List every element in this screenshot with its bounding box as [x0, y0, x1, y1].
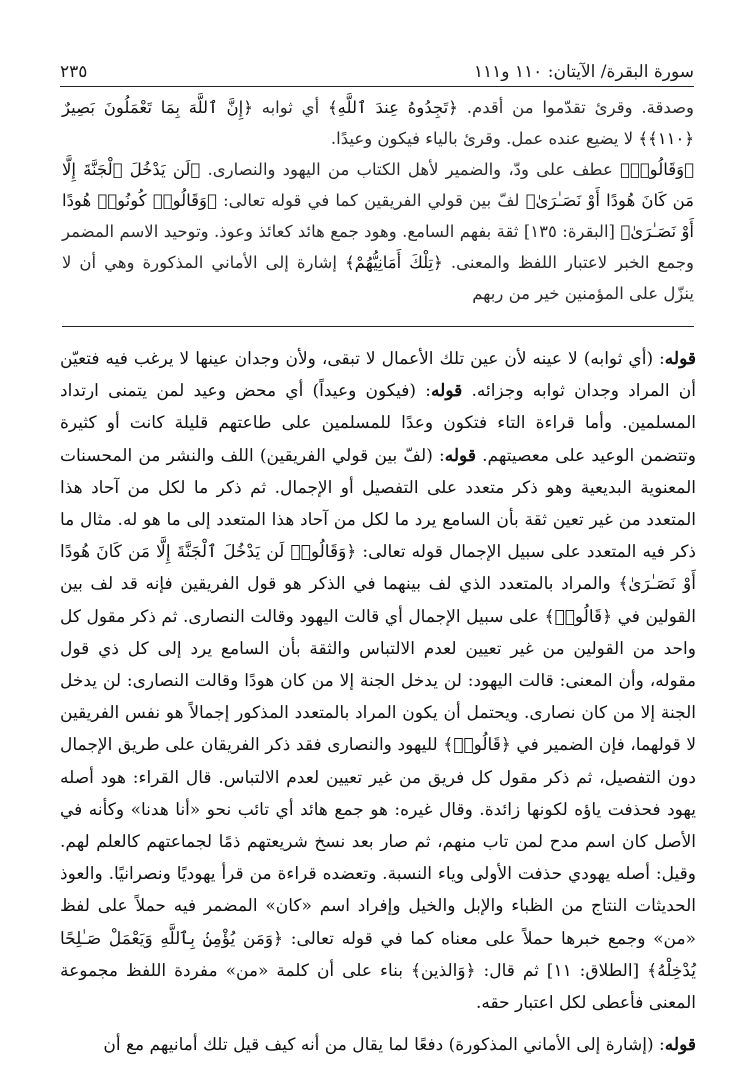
text-run: عطف على ودّ، والضمير لأهل الكتاب من اليهود والنصارى.	[200, 160, 620, 179]
text-run: : (أي ثوابه) لا عينه لأن عين تلك الأعمال لا تبقى، ولأن وجدان عينها لا يرغب فيه فتعيّن أن المراد وجدان ثوابه وجزائه.	[60, 349, 696, 402]
text-run: : (لفّ بين قولي الفريقين) اللف والنشر من المحسنات المعنوية البديعية وهو ذكر متعدد على التفصيل أو الإجمال. ثم ذكر ما لكل من آحاد هذا المتعدد من غير تعين ثقة بأن السامع يرد ما لكل من آحاد هذا المتعدد إلى ما هو له. مثال ما ذكر فيه المتعدد على سبيل الإجمال قوله تعالى:	[60, 445, 696, 563]
keyword-qawluh: قوله	[431, 381, 463, 402]
page-number: ٢٣٥	[60, 62, 88, 82]
section-divider	[62, 326, 694, 327]
tafsir-paragraph	[62, 154, 694, 309]
tafsir-text	[62, 92, 694, 309]
quran-quote: ﴿قَالُوا۟﴾	[544, 606, 613, 627]
quran-quote: ﴿وَقَالُوا۟﴾	[619, 160, 695, 179]
quran-quote: ﴿إِنَّ ٱللَّهَ بِمَا تَعْمَلُونَ بَصِيرٌ ﴿١١٠﴾﴾	[62, 98, 694, 148]
text-run: إشارة إلى الأماني المذكورة وهي أن لا ينزّل على المؤمنين خير من ربهم	[62, 253, 694, 303]
keyword-qawluh: قوله	[664, 1035, 696, 1056]
commentary-paragraph	[60, 343, 696, 1019]
text-run: أي ثوابه	[252, 98, 328, 117]
text-run: لفّ بين قولي الفريقين كما في قوله تعالى:	[216, 191, 526, 210]
text-run: لليهود والنصارى فقد ذكر الفريقان على طريق الإجمال دون التفصيل، ثم ذكر مقول كل فريق من غير تعيين لعدم الالتباس. قال القراء: هود أصله يهود فحذفت ياؤه لكونها زائدة. وقال غيره: هو جمع هائد أي تائب نحو «أنا هدنا» وكأنه في الأصل كان اسم مدح لمن تاب منهم، ثم صار بعد نسخ شريعتهم ذمًا لجماعتهم كالعلم لهم. وقيل: أصله يهودي حذفت الأولى وياء النسبة. وتعضده قراءة من قرأ يهوديًا ونصرانيًا. والعوذ الحديثات النتاج من الظباء والإبل والخيل وإفراد اسم «كان» المضمر فيه حملاً على لفظ «من» وجمع خبرها حملاً على معناه كما في قوله تعالى:	[60, 735, 696, 949]
quran-quote: ﴿وَقَالُوا۟ كُونُوا۟ هُودًا أَوْ نَصَـٰرَىٰ﴾	[62, 191, 695, 241]
quran-quote: ﴿وَالذين﴾	[410, 960, 476, 981]
text-run: [الطلاق: ١١] ثم قال:	[475, 960, 648, 981]
keyword-qawluh: قوله	[444, 445, 476, 466]
text-run: والمراد بالمتعدد الذي لف بينهما في الذكر هو قول الفريقين فإنه قد لف بين القولين في	[60, 574, 696, 627]
keyword-qawluh: قوله	[664, 349, 696, 369]
quran-quote: ﴿لَن يَدْخُلَ ٱلْجَنَّةَ إِلَّا مَن كَانَ هُودًا أَوْ نَصَـٰرَىٰ﴾	[62, 160, 694, 210]
quran-quote: ﴿وَمَن يُؤْمِنۢ بِٱللَّهِ وَيَعْمَلْ صَـٰلِحًا يُدْخِلْهُ﴾	[60, 928, 697, 981]
text-run: لا يضيع عنده عمل. وقرئ بالياء فيكون وعيدًا.	[330, 129, 639, 148]
tafsir-paragraph	[62, 92, 694, 154]
quran-quote: ﴿تِلْكَ أَمَانِيُّهُمْ﴾	[344, 253, 443, 272]
commentary-paragraph	[60, 1029, 696, 1061]
quran-quote: ﴿وَقَالُوا۟ لَن يَدْخُلَ ٱلْجَنَّةَ إِلَّا مَن كَانَ هُودًا أَوْ نَصَـٰرَىٰ﴾	[60, 542, 696, 595]
quran-quote: ﴿قَالُوا۟﴾	[443, 735, 511, 756]
commentary-text	[60, 343, 696, 1061]
text-run: : (فيكون وعيداً) أي محض وعيد لمن يتمنى ارتداد المسلمين. وأما قراءة التاء فتكون وعدًا للمسلمين على طاعتهم قليلة كانت أو كثيرة وتتضمن الوعيد على معصيتهم.	[60, 381, 696, 466]
text-run: بناء على أن كلمة «من» مفردة اللفظ مجموعة المعنى فأعطى لكل اعتبار حقه.	[60, 960, 696, 1014]
running-title: سورة البقرة/ الآيتان: ١١٠ و١١١	[473, 62, 694, 82]
quran-quote: ﴿تَجِدُوهُ عِندَ ٱللَّهِ﴾	[327, 98, 458, 117]
text-run: : (إشارة إلى الأماني المذكورة) دفعًا لما يقال من أنه كيف قيل تلك أمانيهم مع أن	[103, 1035, 665, 1056]
text-run: [البقرة: ١٣٥] ثقة بفهم السامع. وهود جمع هائد كعائذ وعوذ. وتوحيد الاسم المضمر وجمع الخبر لاعتبار اللفظ والمعنى.	[62, 222, 695, 272]
page-header	[60, 52, 694, 87]
text-run: على سبيل الإجمال أي قالت اليهود وقالت النصارى. ثم ذكر مقول كل واحد من القولين من غير تعيين لعدم الالتباس والثقة بأن السامع يرد إلى كل ذي قول مقوله، وأن المعنى: قالت اليهود: لن يدخل الجنة إلا من كان هودًا وقالت النصارى: لن يدخل الجنة إلا من كان نصارى. ويحتمل أن يكون المراد بالمتعدد المذكور إجمالاً هو نفس الفريقين لا قولهما، فإن الضمير في	[60, 606, 697, 756]
text-run: وصدقة. وقرئ تقدّموا من أقدم.	[457, 98, 694, 117]
